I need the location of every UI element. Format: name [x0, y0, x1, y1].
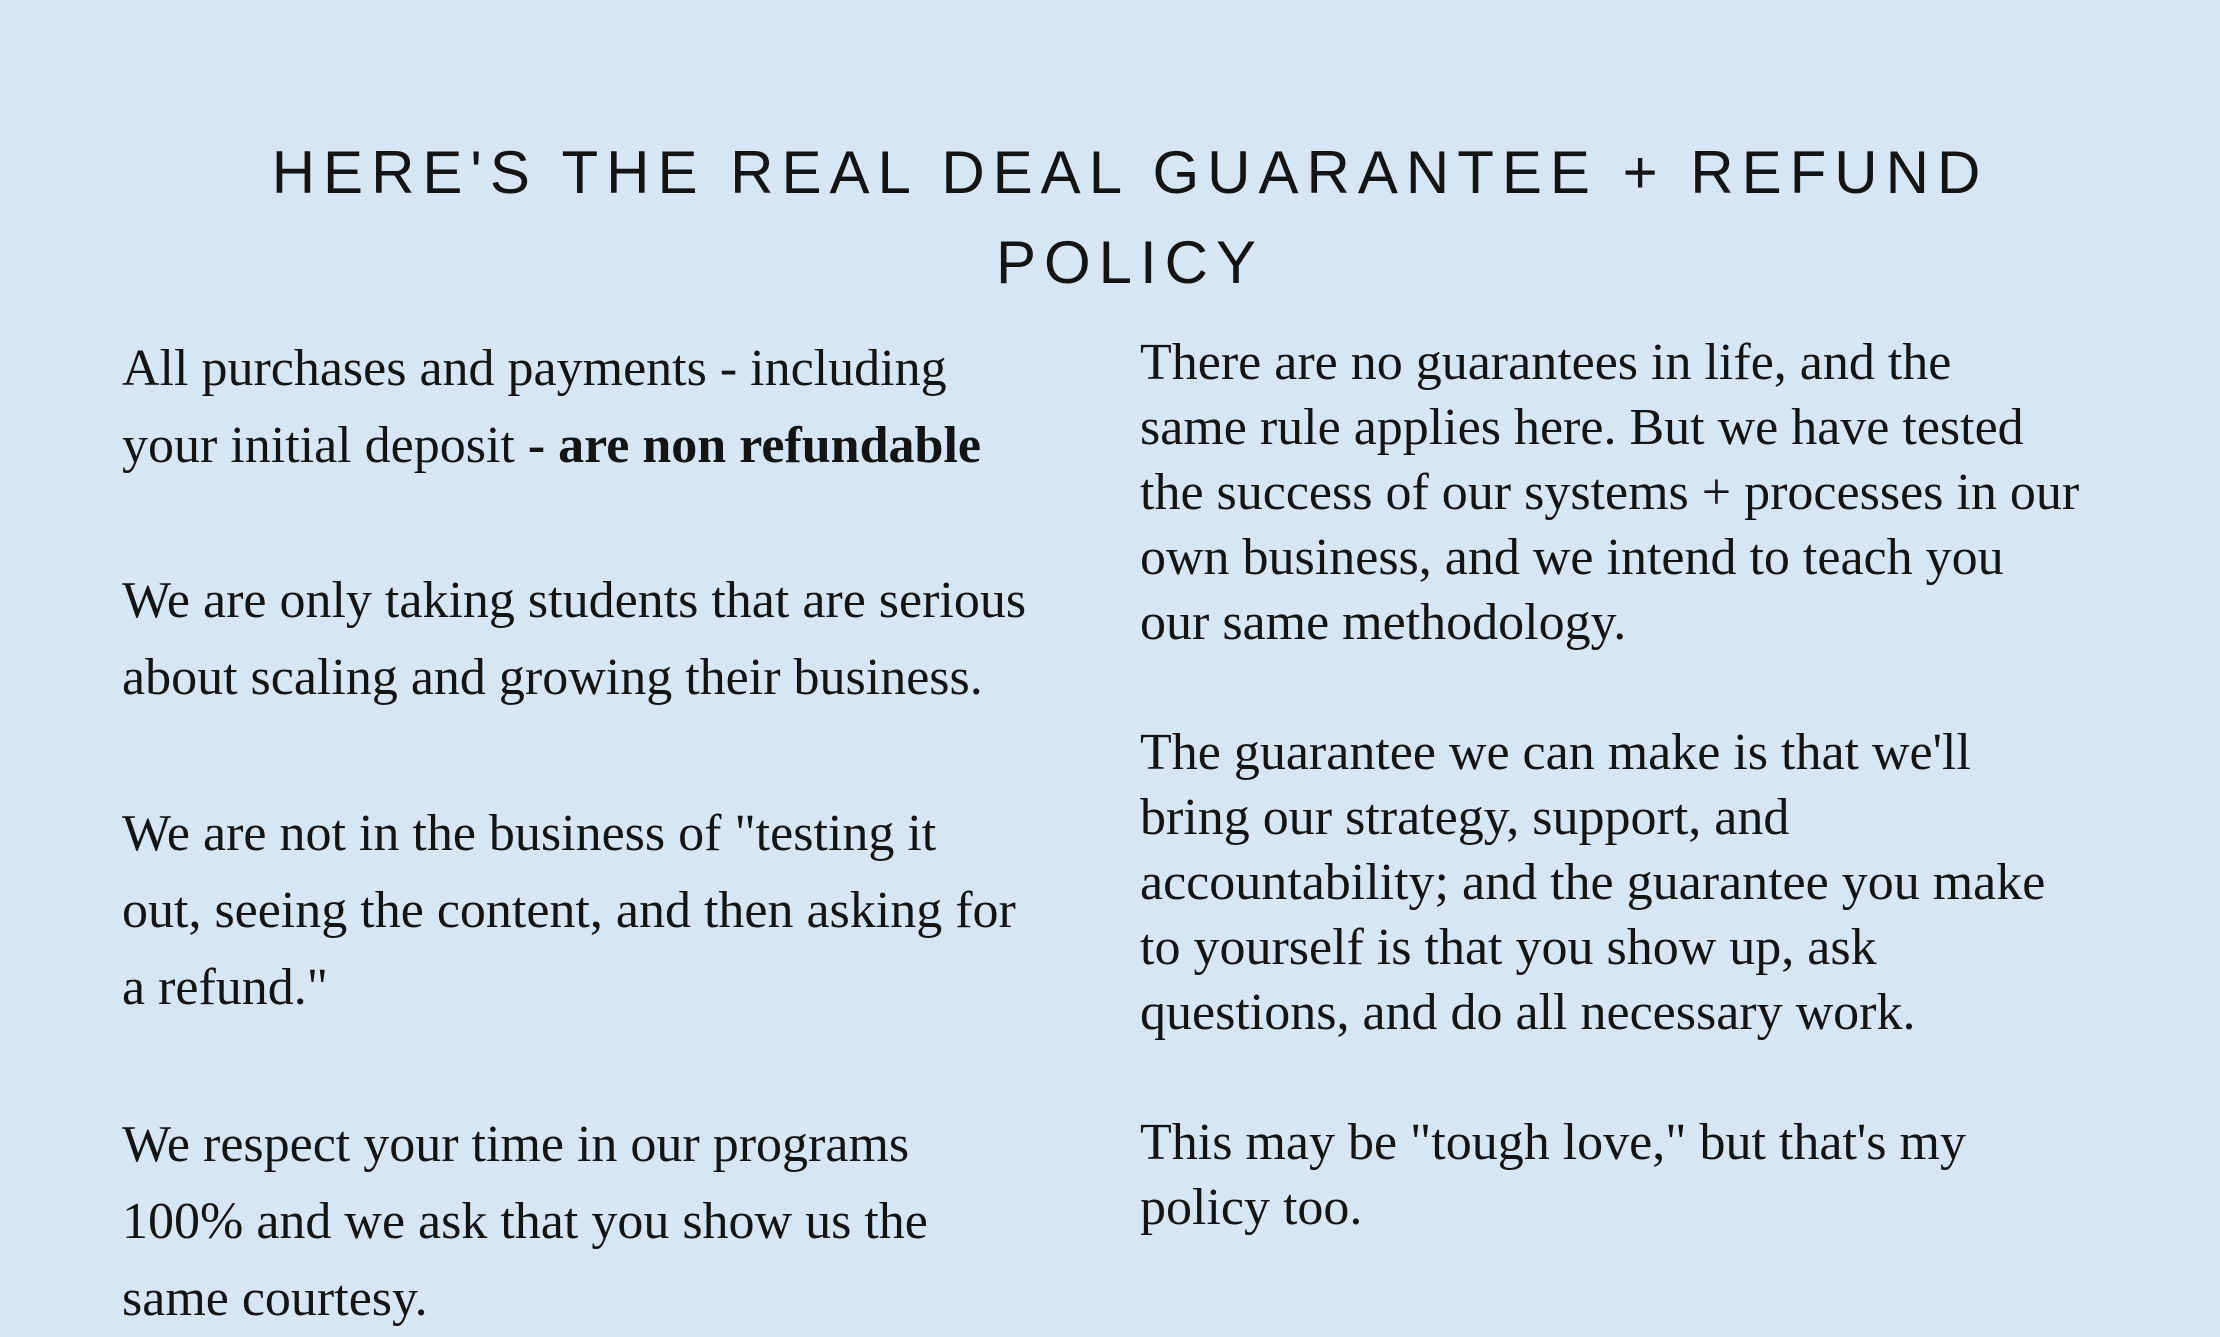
text-line: own business, and we intend to teach you — [1140, 529, 2004, 586]
our-guarantee-paragraph — [1140, 720, 2190, 1045]
text-line: to yourself is that you show up, ask — [1140, 919, 1877, 976]
page-title-line-2: POLICY — [995, 229, 1265, 297]
text-segment: your initial deposit — [122, 417, 528, 474]
text-line: a refund." — [122, 959, 329, 1016]
text-line: about scaling and growing their business. — [122, 649, 983, 706]
text-line: the success of our systems + processes in our — [1140, 464, 2080, 521]
non-refundable-paragraph — [122, 330, 1102, 484]
text-line: There are no guarantees in life, and the — [1140, 334, 1952, 391]
respect-time-paragraph — [122, 1106, 1102, 1337]
text-line — [122, 407, 1102, 484]
text-line: All purchases and payments - including — [122, 340, 947, 397]
text-line: our same methodology. — [1140, 594, 1627, 651]
text-line: questions, and do all necessary work. — [1140, 984, 1916, 1041]
text-line: policy too. — [1140, 1179, 1363, 1236]
text-line: accountability; and the guarantee you make — [1140, 854, 2046, 911]
text-line: We are not in the business of "testing it — [122, 805, 937, 862]
text-line: same rule applies here. But we have tested — [1140, 399, 2024, 456]
page-title-line-1: HERE'S THE REAL DEAL GUARANTEE + REFUND — [271, 139, 1989, 207]
text-line: same courtesy. — [122, 1270, 428, 1327]
text-line: This may be "tough love," but that's my — [1140, 1114, 1966, 1171]
text-line: 100% and we ask that you show us the — [122, 1193, 928, 1250]
no-guarantees-paragraph — [1140, 330, 2190, 655]
text-line: bring our strategy, support, and — [1140, 789, 1790, 846]
text-line: We are only taking students that are serious — [122, 572, 1027, 629]
no-testing-paragraph — [122, 795, 1102, 1026]
right-column — [1140, 330, 2190, 1240]
page-title — [0, 128, 2220, 308]
text-line: The guarantee we can make is that we'll — [1140, 724, 1971, 781]
text-line: out, seeing the content, and then asking for — [122, 882, 1016, 939]
text-line: We respect your time in our programs — [122, 1116, 910, 1173]
left-column — [122, 330, 1102, 1337]
serious-students-paragraph — [122, 562, 1102, 716]
non-refundable-emphasis: - are non refundable — [527, 417, 981, 474]
tough-love-paragraph — [1140, 1110, 2190, 1240]
